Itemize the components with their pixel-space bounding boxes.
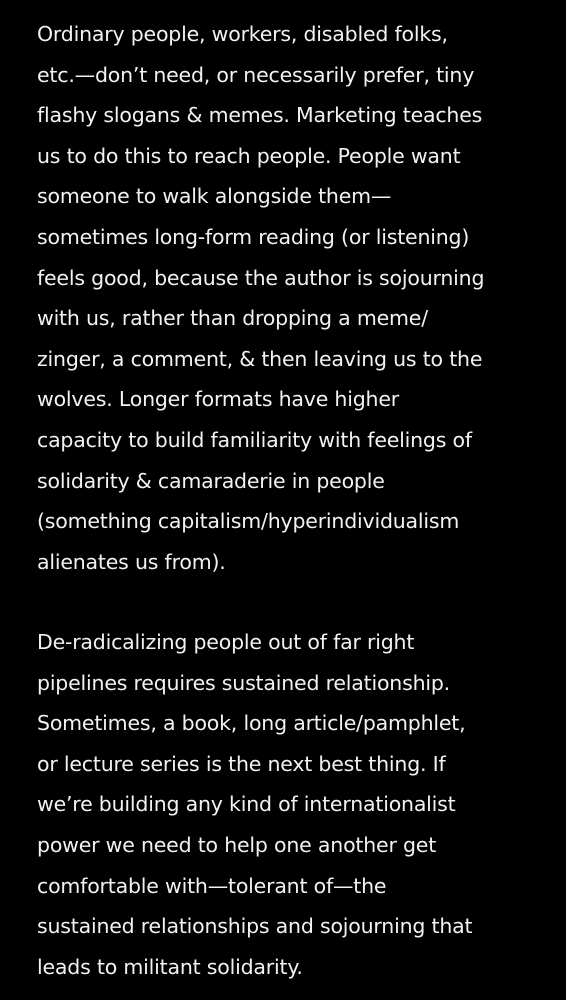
paragraph-line: comfortable with—tolerant of—the [37,873,387,898]
paragraph-line: feels good, because the author is sojourning [37,265,485,290]
paragraph-line: or lecture series is the next best thing. If [37,751,446,776]
paragraph-2 [37,622,557,987]
paragraph-line: with us, rather than dropping a meme/ [37,306,428,331]
paragraph-line: someone to walk alongside them— [37,184,392,209]
paragraph-line: De-radicalizing people out of far right [37,630,415,654]
paragraph-line: Ordinary people, workers, disabled folks, [37,22,448,46]
paragraph-line: leads to militant solidarity. [37,954,303,979]
paragraph-line: power we need to help one another get [37,832,437,857]
paragraph-line: zinger, a comment, & then leaving us to the [37,346,483,371]
paragraph-line: wolves. Longer formats have higher [37,387,399,412]
paragraph-line: capacity to build familiarity with feelings of [37,427,472,452]
paragraph-1 [37,14,557,582]
paragraph-line: flashy slogans & memes. Marketing teaches [37,103,483,128]
paragraph-line: sometimes long-form reading (or listening) [37,224,470,249]
paragraph-line: pipelines requires sustained relationship. [37,670,451,695]
paragraph-line: solidarity & camaraderie in people [37,468,385,493]
paragraph-line: we’re building any kind of internationalist [37,792,456,817]
paragraph-line: us to do this to reach people. People want [37,143,461,168]
paragraph-line: alienates us from). [37,549,226,574]
paragraph-line: (something capitalism/hyperindividualism [37,509,460,534]
paragraph-line: sustained relationships and sojourning that [37,914,473,939]
paragraph-line: Sometimes, a book, long article/pamphlet, [37,711,466,736]
paragraph-line: etc.—don’t need, or necessarily prefer, tiny [37,62,475,87]
